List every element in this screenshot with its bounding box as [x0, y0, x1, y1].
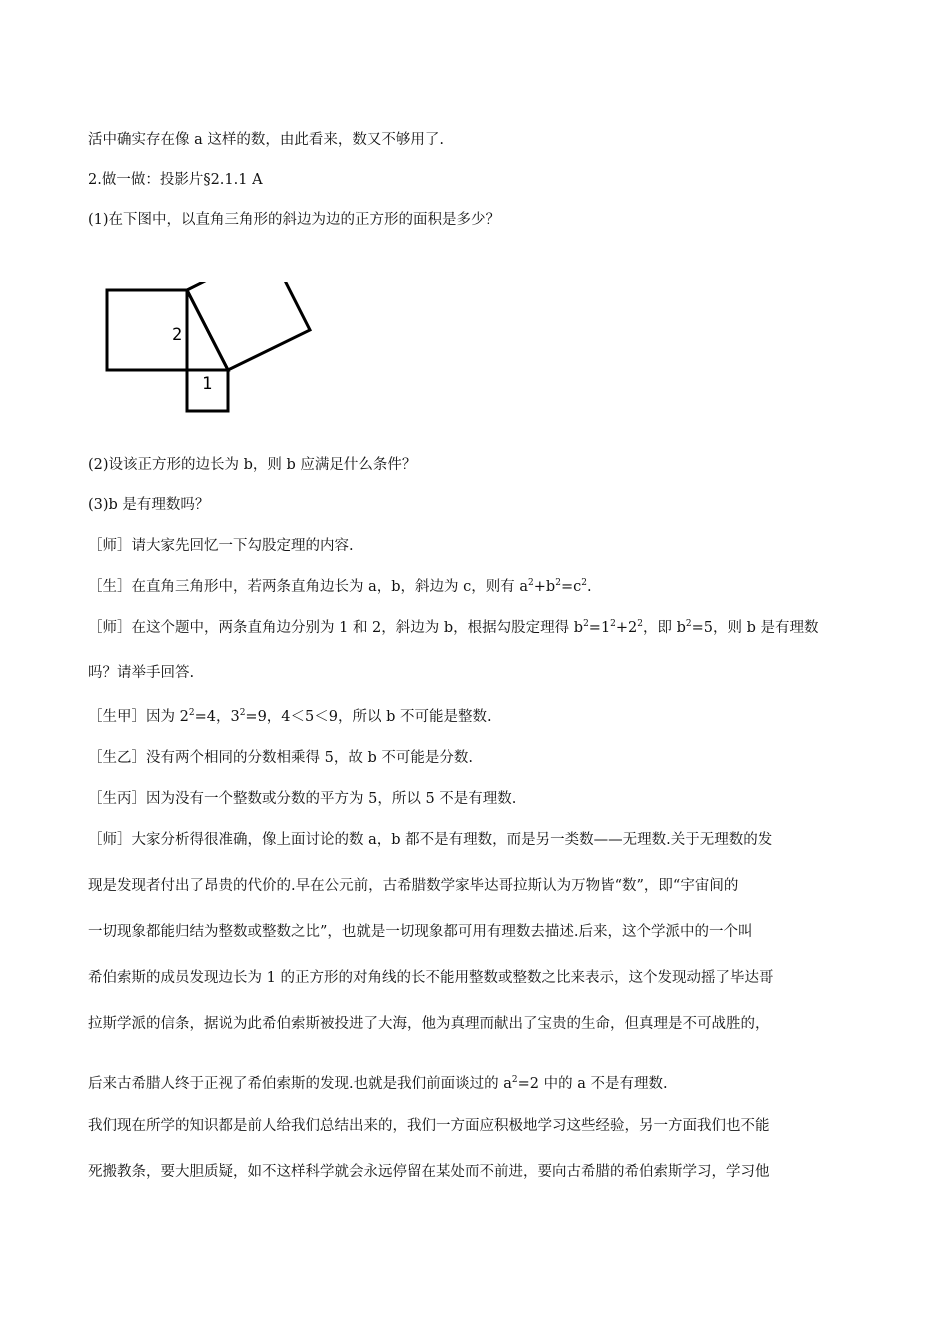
paragraph-1-line-1: ［师］大家分析得很准确，像上面讨论的数 a，b 都不是有理数，而是另一类数——无理数.关于无理数的发: [88, 832, 773, 848]
question-3: (3)b 是有理数吗？: [88, 497, 210, 513]
dialogue-teacher-2-cont: 吗？请举手回答.: [88, 665, 195, 681]
paragraph-1-line-6: 后来古希腊人终于正视了希伯索斯的发现.也就是我们前面谈过的 $a^2=2$ 中的 a 不是有理数.: [88, 1075, 668, 1092]
paragraph-2-line-2: 死搬教条，要大胆质疑，如不这样科学就会永远停留在某处而不前进，要向古希腊的希伯索斯学习，学习他: [88, 1164, 770, 1180]
leg-label-2: 2: [172, 325, 183, 345]
question-1: (1)在下图中，以直角三角形的斜边为边的正方形的面积是多少？: [88, 212, 501, 228]
leg-label-1: 1: [202, 374, 213, 394]
paragraph-1-line-2: 现是发现者付出了昂贵的代价的.早在公元前，古希腊数学家毕达哥拉斯认为万物皆“数”，即“宇宙间的: [88, 878, 739, 894]
text-line-2: 2.做一做：投影片§2.1.1 A: [88, 172, 263, 188]
paragraph-1-line-3: 一切现象都能归结为整数或整数之比”，也就是一切现象都可用有理数去描述.后来，这个学派中的一个叫: [88, 924, 753, 940]
dialogue-teacher-1: ［师］请大家先回忆一下勾股定理的内容.: [88, 538, 354, 554]
dialogue-teacher-2: ［师］在这个题中，两条直角边分别为 1 和 2，斜边为 b，根据勾股定理得 $b^2=1^2+2^2$，即 $b^2=5$，则 b 是有理数: [88, 619, 819, 636]
dialogue-student-b: ［生乙］没有两个相同的分数相乘得 5，故 b 不可能是分数.: [88, 750, 473, 766]
dialogue-student-c: ［生丙］因为没有一个整数或分数的平方为 5，所以 5 不是有理数.: [88, 791, 517, 807]
dialogue-student-1: ［生］在直角三角形中，若两条直角边长为 a，b，斜边为 c，则有 $a^2+b^2=c^2$.: [88, 578, 592, 595]
paragraph-1-line-4: 希伯索斯的成员发现边长为 1 的正方形的对角线的长不能用整数或整数之比来表示，这个发现动摇了毕达哥: [88, 970, 774, 986]
text-line-1: 活中确实存在像 a 这样的数，由此看来，数又不够用了.: [88, 132, 444, 148]
question-2: (2)设该正方形的边长为 b，则 b 应满足什么条件？: [88, 457, 417, 473]
paragraph-2-line-1: 我们现在所学的知识都是前人给我们总结出来的，我们一方面应积极地学习这些经验，另一方面我们也不能: [88, 1118, 770, 1134]
pythagorean-squares-figure: [100, 282, 320, 417]
square-on-hypotenuse: [187, 282, 310, 370]
dialogue-student-a: ［生甲］因为 $2^2=4$，$3^2=9$，4＜5＜9，所以 b 不可能是整数.: [88, 708, 492, 725]
paragraph-1-line-5: 拉斯学派的信条，据说为此希伯索斯被投进了大海，他为真理而献出了宝贵的生命，但真理是不可战胜的，: [88, 1016, 770, 1032]
